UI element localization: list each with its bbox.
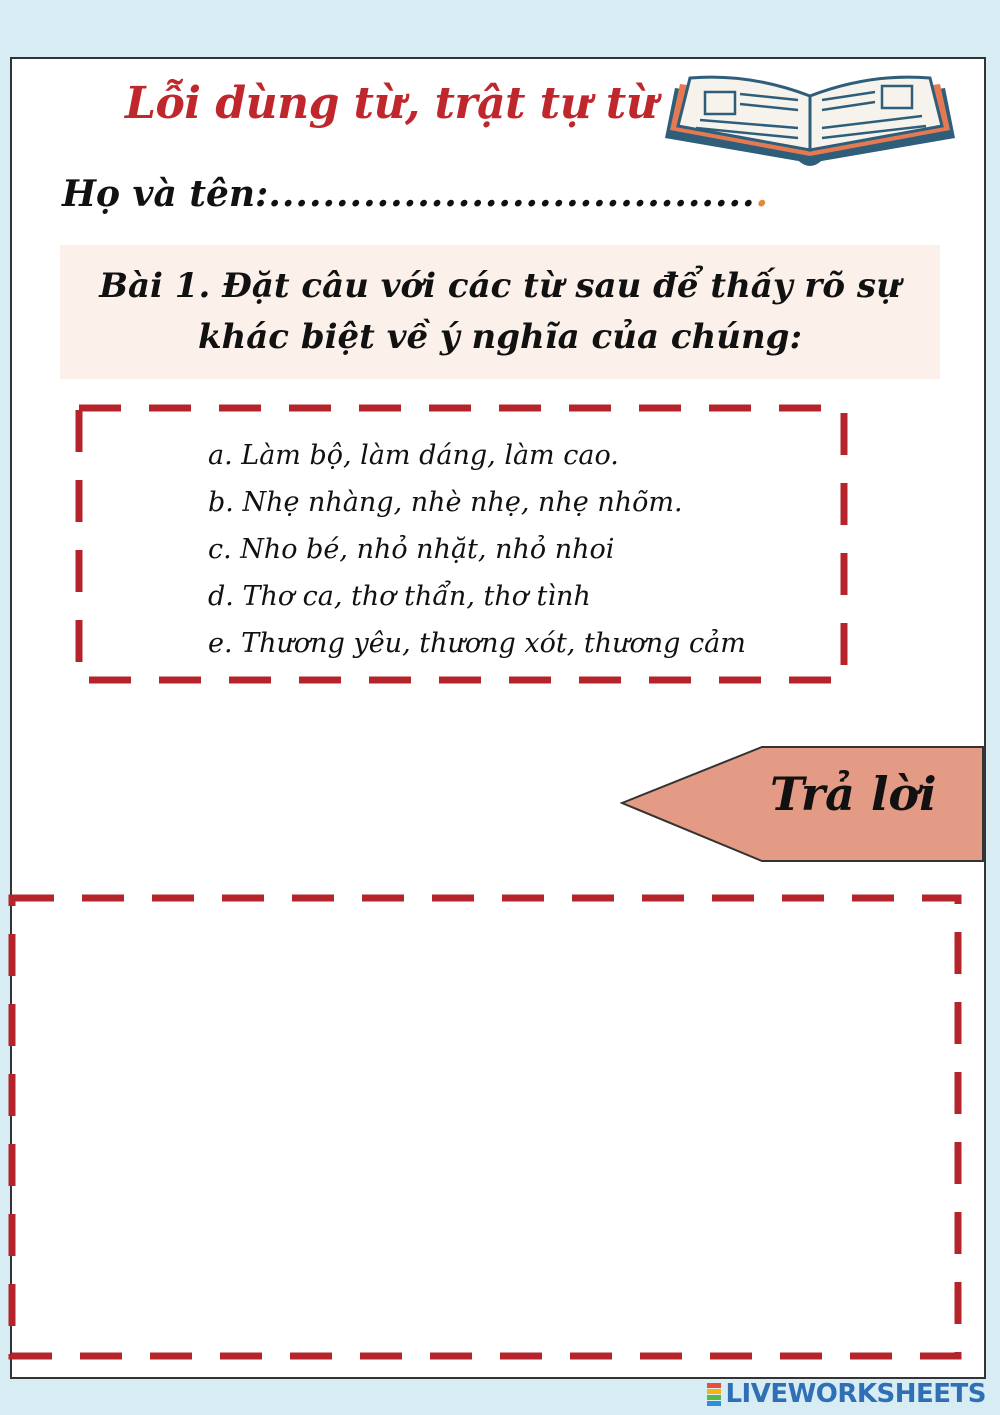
list-item: a. Làm bộ, làm dáng, làm cao. [208, 440, 619, 471]
task-banner [60, 245, 940, 379]
name-trailing-dot: . [755, 173, 769, 215]
name-blank[interactable]: .................................... [268, 173, 756, 215]
list-item: d. Thơ ca, thơ thẩn, thơ tình [208, 581, 591, 612]
answer-input-area[interactable] [20, 905, 960, 1355]
answer-label: Trả lời [770, 767, 937, 821]
open-book-icon [660, 68, 960, 170]
liveworksheets-logo-icon [707, 1383, 721, 1406]
list-item: c. Nho bé, nhỏ nhặt, nhỏ nhoi [208, 534, 615, 565]
list-item: e. Thương yêu, thương xót, thương cảm [208, 628, 746, 659]
name-field [62, 173, 768, 215]
brand-footer [707, 1379, 986, 1409]
list-item: b. Nhẹ nhàng, nhè nhẹ, nhẹ nhõm. [208, 487, 683, 518]
task-instruction: Bài 1. Đặt câu với các từ sau để thấy rõ sự khác biệt về ý nghĩa của chúng: [99, 266, 901, 357]
name-label: Họ và tên: [62, 173, 269, 215]
brand-name: LIVEWORKSHEETS [725, 1379, 986, 1409]
worksheet-title: Lỗi dùng từ, trật tự từ [125, 78, 658, 129]
word-list [208, 432, 746, 667]
